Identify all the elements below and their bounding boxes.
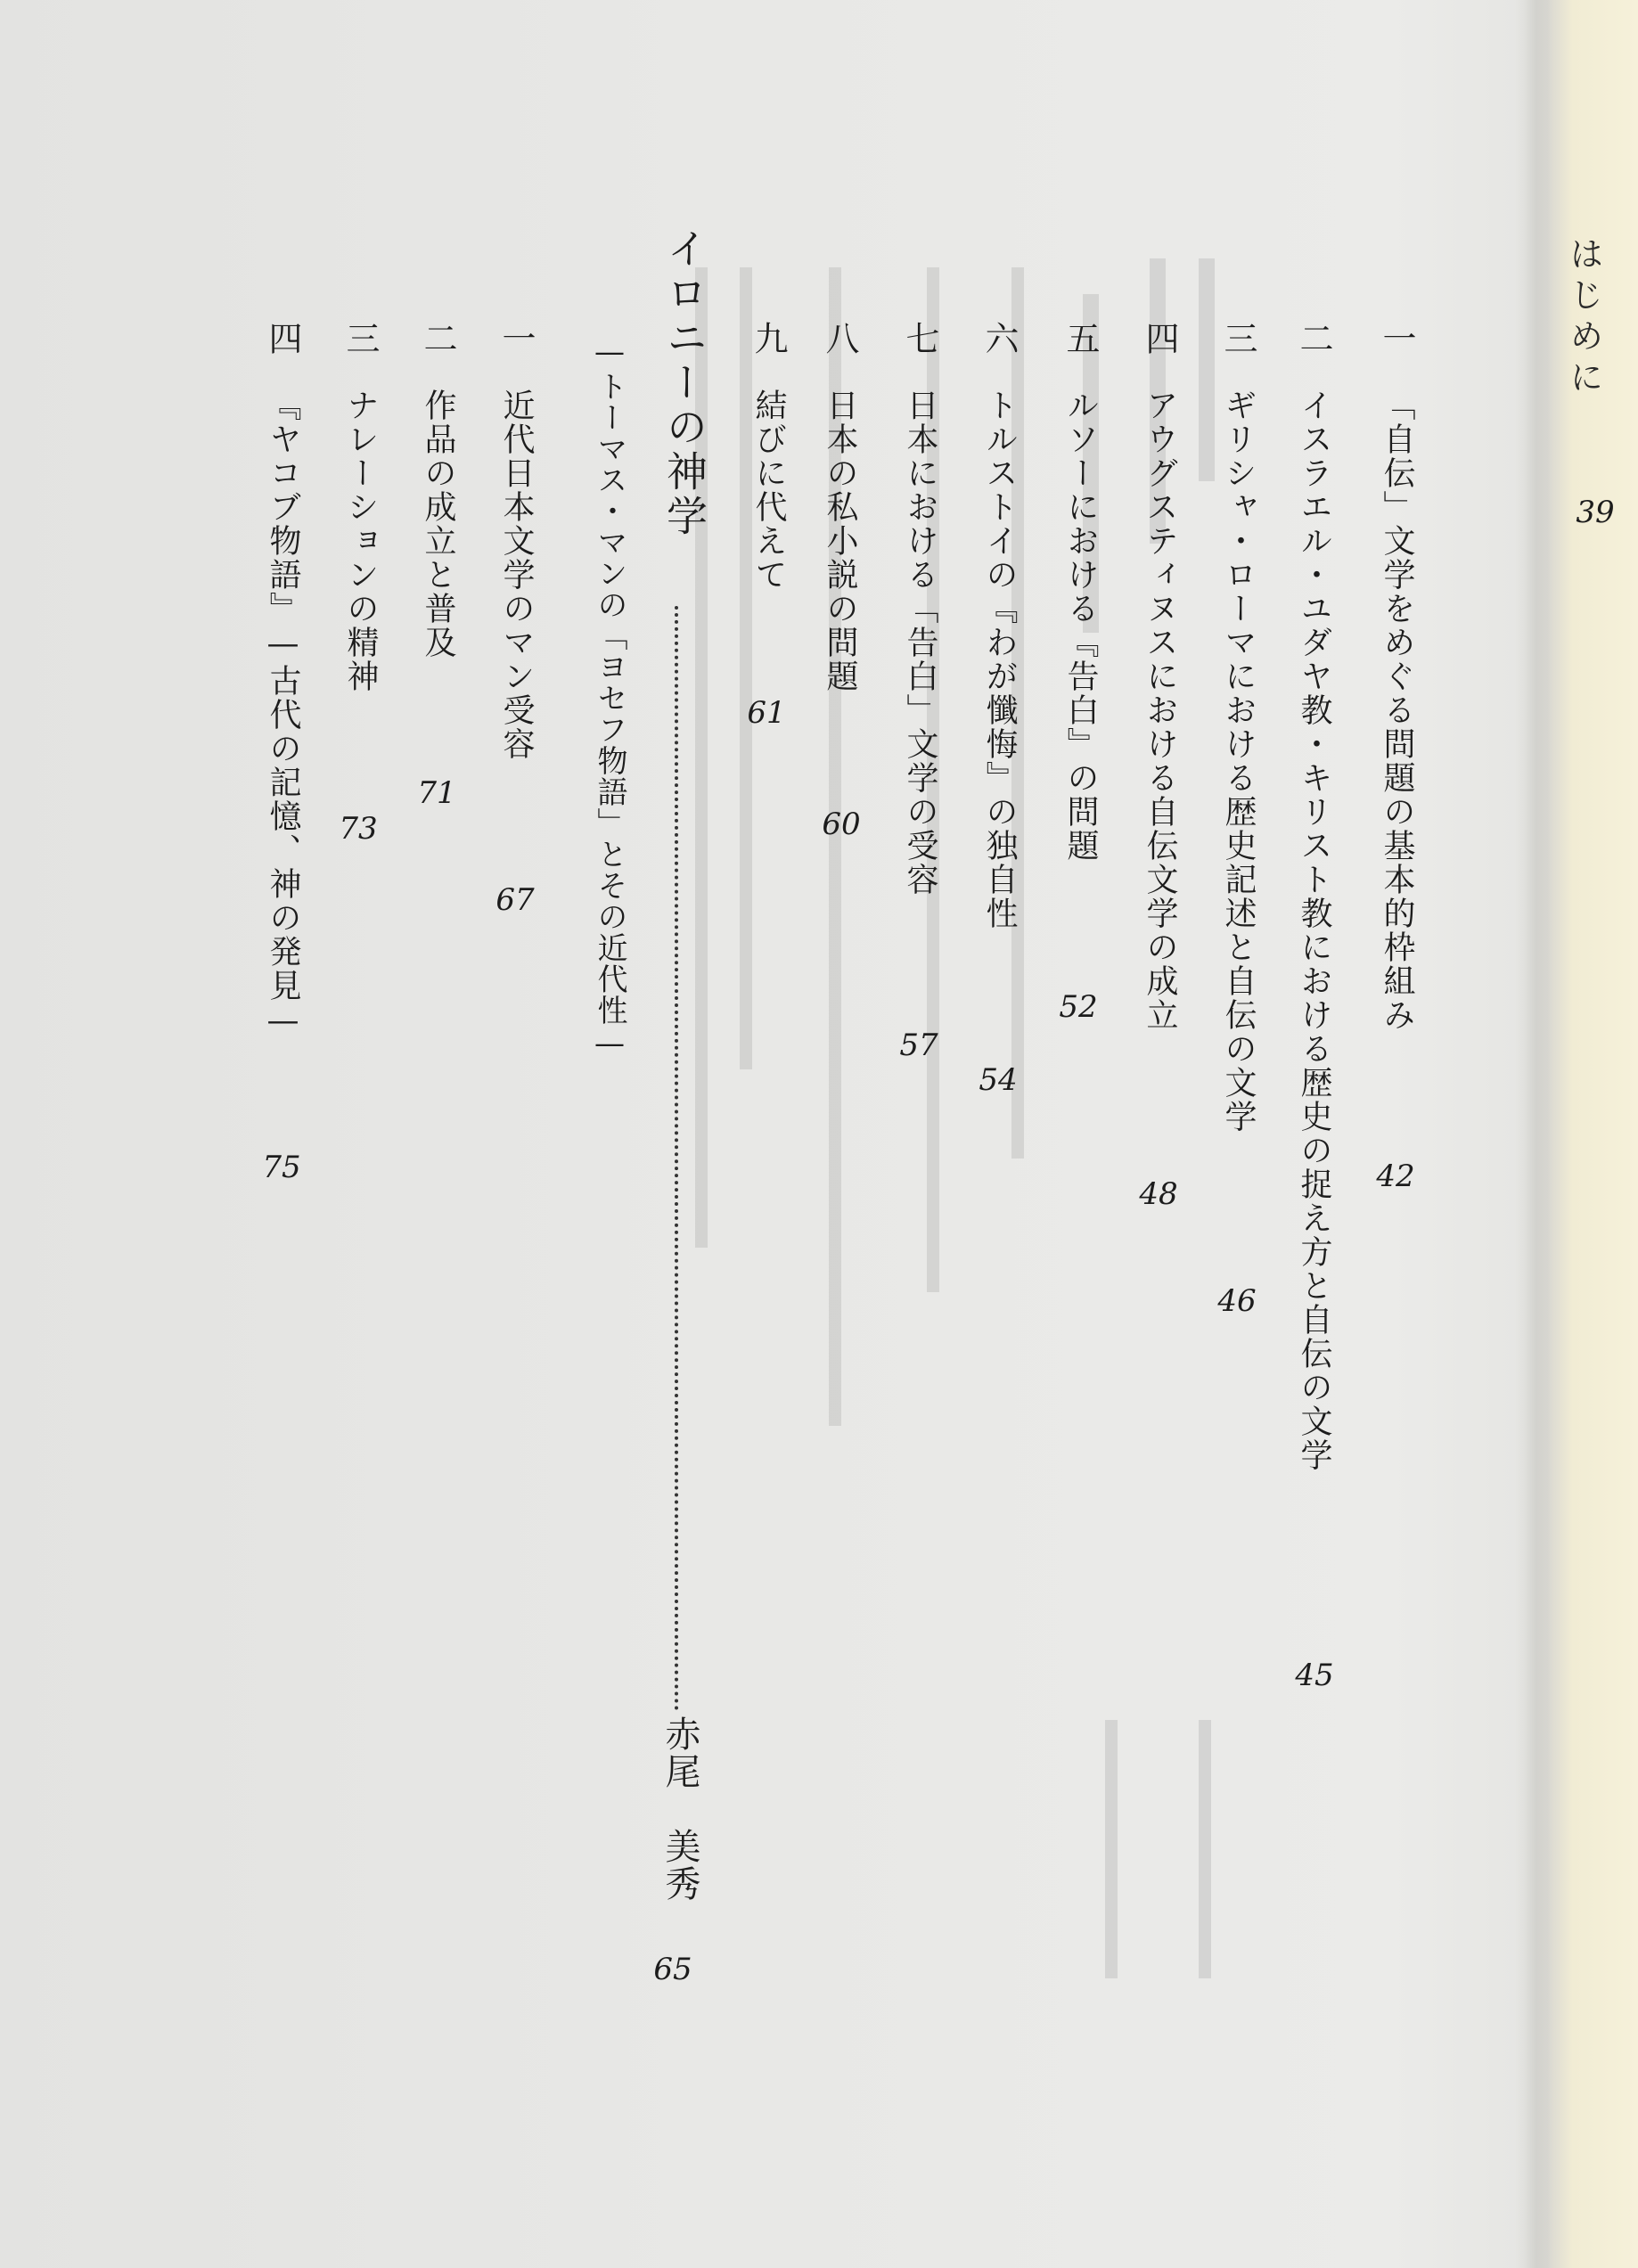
entry-page-number: 71 [417,775,456,811]
entry-page-number: 73 [339,811,378,847]
entry-page-number: 61 [747,695,786,731]
entry-title: イスラエル・ユダヤ教・キリスト教における歴史の捉え方と自伝の文学 [1296,389,1332,1472]
entry-number: 六 [979,321,1019,356]
entry-number: 九 [749,321,788,356]
entry-page-number: 42 [1376,1159,1415,1194]
intro-title: はじめに [1564,236,1603,400]
entry-number: 三 [1218,321,1257,356]
entry-page-number: 54 [979,1062,1018,1098]
toc-entry-8[interactable] [820,321,859,693]
entry-title: 作品の成立と普及 [420,389,456,659]
chapter-author: 赤尾 美秀 [659,1715,700,1903]
entry-title: 日本における「告白」文学の受容 [902,389,938,897]
entry-page-number: 57 [899,1028,938,1063]
entry-number: 三 [340,321,380,356]
entry-number: 七 [900,321,939,356]
entry-page-number: 45 [1295,1658,1334,1693]
entry-number: 二 [418,321,457,356]
toc-entry-3[interactable] [1218,321,1257,1134]
chapter-title[interactable]: イロニーの神学 [660,227,708,539]
toc-entry-7[interactable] [900,321,939,897]
toc-entry-2-3[interactable] [340,321,380,693]
intro-page-number: 39 [1576,495,1615,530]
entry-number: 五 [1061,321,1100,356]
toc-entry-2-1[interactable] [496,321,536,761]
entry-title: アウグスティヌスにおける自伝文学の成立 [1142,389,1178,1032]
entry-number: 一 [496,321,536,356]
entry-page-number: 48 [1139,1176,1178,1212]
entry-page-number: 60 [822,806,861,842]
leader-dots [675,606,678,1711]
entry-number: 四 [263,321,302,356]
entry-page-number: 52 [1059,989,1098,1025]
chapter-page-number: 65 [653,1952,692,1987]
entry-title: 『ヤコブ物語』—古代の記憶、神の発見— [265,389,301,1041]
entry-title: トルストイの『わが懺悔』の独自性 [981,389,1018,930]
entry-title: 「自伝」文学をめぐる問題の基本的枠組み [1379,389,1415,1032]
toc-entry-6[interactable] [979,321,1019,930]
entry-page-number: 75 [262,1150,301,1185]
toc-entry-1[interactable] [1377,321,1416,1032]
entry-page-number: 67 [495,882,535,918]
entry-title: 近代日本文学のマン受容 [498,389,535,761]
entry-title: ルソーにおける『告白』の問題 [1062,389,1099,863]
entry-title: 日本の私小説の問題 [822,389,858,693]
toc-entry-9[interactable] [749,321,788,592]
entry-title: ナレーションの精神 [342,389,379,693]
toc-entry-2[interactable] [1294,321,1333,1472]
entry-page-number: 46 [1217,1283,1257,1319]
chapter-subtitle: —トーマス・マンの「ヨセフ物語」とその近代性— [592,334,627,1062]
entry-title: 結びに代えて [750,389,787,592]
entry-number: 一 [1377,321,1416,356]
toc-entry-2-2[interactable] [418,321,457,659]
toc-entry-4[interactable] [1140,321,1179,1032]
toc-entry-5[interactable] [1061,321,1100,863]
entry-number: 八 [820,321,859,356]
entry-number: 二 [1294,321,1333,356]
toc-entry-2-4[interactable] [263,321,302,1041]
entry-number: 四 [1140,321,1179,356]
entry-title: ギリシャ・ローマにおける歴史記述と自伝の文学 [1220,389,1257,1134]
